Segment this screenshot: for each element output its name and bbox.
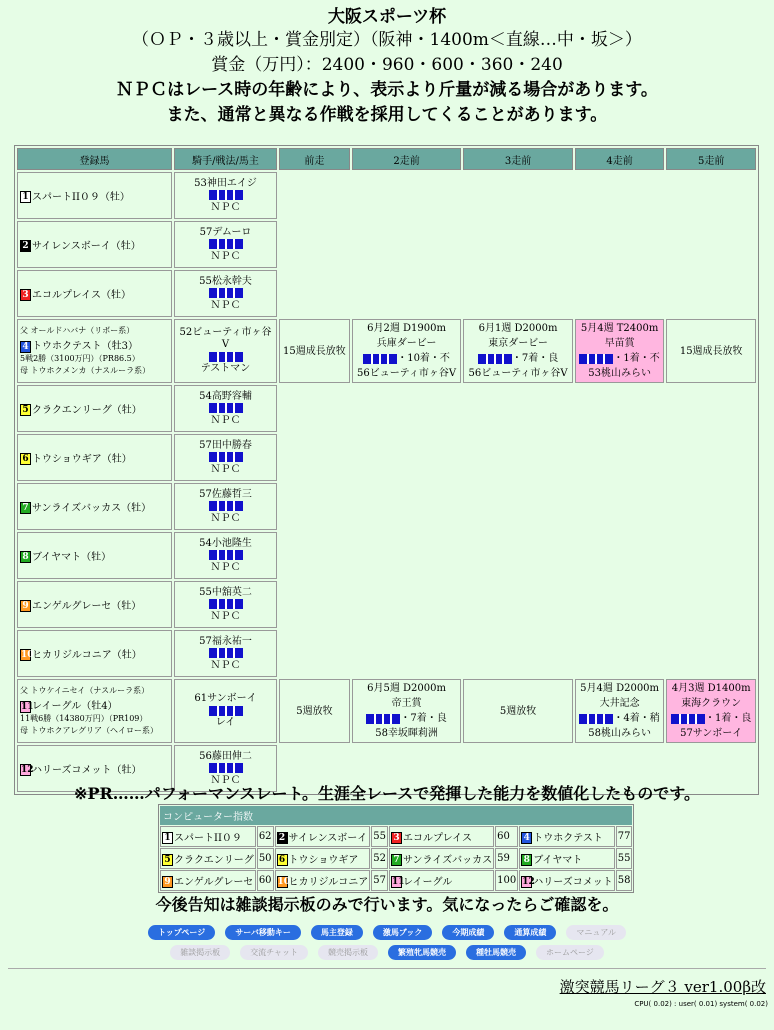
cpu-usage: CPU( 0.02) : user( 0.01) system( 0.02) bbox=[634, 1000, 768, 1008]
race-result-line bbox=[354, 711, 460, 726]
rest-text: 15週成長放牧 bbox=[283, 345, 346, 357]
horse-name-line bbox=[20, 646, 170, 662]
horse-cell bbox=[17, 434, 172, 481]
nav-button[interactable]: トップページ bbox=[148, 925, 215, 940]
entry-row bbox=[17, 221, 756, 268]
computer-index-value: 58 bbox=[616, 870, 633, 891]
horse-name-line bbox=[20, 597, 170, 613]
race-history-cell bbox=[279, 319, 350, 383]
strategy-bar-icon bbox=[209, 452, 243, 462]
horse-name-link[interactable]: サイレンスボーイ（牡） bbox=[32, 240, 141, 252]
sire-line: 父 オールドハバナ（リボー系） bbox=[20, 326, 135, 336]
no-history-cell bbox=[279, 581, 756, 628]
no-history-cell bbox=[279, 532, 756, 579]
pr-note: ※PR……パフォーマンスレート。生涯全レースで発揮した能力を数値化したものです。 bbox=[74, 784, 700, 803]
jockey-cell bbox=[174, 319, 277, 383]
jockey-cell bbox=[174, 385, 277, 432]
horse-name-link[interactable]: エンゲルグレーセ（牡） bbox=[32, 600, 142, 612]
horse-cell bbox=[17, 270, 172, 317]
computer-index-value: 52 bbox=[371, 848, 388, 869]
sire-line: 父 トウケイニセイ（ナスルーラ系） bbox=[20, 686, 150, 696]
horse-name-line bbox=[20, 761, 170, 777]
post-number-badge: 7 bbox=[20, 502, 31, 514]
nav-button[interactable]: 通算成績 bbox=[504, 925, 556, 940]
computer-index-horse-name: サイレンスボーイ bbox=[288, 832, 368, 844]
entry-row bbox=[17, 630, 756, 677]
computer-index-horse-name: エコルプレイス bbox=[403, 832, 473, 844]
race-result-line bbox=[577, 711, 663, 726]
horse-cell bbox=[17, 172, 172, 219]
race-result-line bbox=[668, 711, 754, 726]
computer-index-horse-name: トウショウギア bbox=[288, 854, 359, 866]
computer-index-horse-name: ブイヤマト bbox=[533, 854, 583, 866]
race-prize: 賞金（万円）：2400・960・600・360・240 bbox=[211, 55, 563, 75]
horse-name-link[interactable]: ブイヤマト（牡） bbox=[32, 551, 112, 563]
nav-button[interactable]: サーバ移動キー bbox=[225, 925, 301, 940]
entry-row bbox=[17, 319, 756, 383]
race-date-distance: 5月4週 T2400m bbox=[580, 323, 659, 334]
horse-cell bbox=[17, 532, 172, 579]
race-result-line bbox=[354, 351, 460, 366]
race-history-cell bbox=[575, 679, 665, 743]
entry-row bbox=[17, 483, 756, 530]
jockey-cell bbox=[174, 679, 277, 743]
race-date-distance: 6月1週 D2000m bbox=[478, 323, 558, 334]
post-number-badge: 10 bbox=[21, 650, 34, 661]
strategy-line bbox=[176, 452, 275, 464]
jockey-cell bbox=[174, 630, 277, 677]
nav-buttons-row1 bbox=[0, 920, 774, 940]
horse-cell bbox=[17, 385, 172, 432]
nav-button[interactable]: 雑談掲示板 bbox=[170, 945, 230, 960]
post-number-badge: 10 bbox=[277, 877, 291, 888]
race-history-cell bbox=[666, 319, 756, 383]
computer-index-row bbox=[160, 870, 632, 891]
weight-jockey: 57デムーロ bbox=[199, 226, 252, 238]
race-result: ・1着・不 bbox=[613, 353, 660, 364]
race-history-cell bbox=[352, 679, 462, 743]
computer-index-value: 57 bbox=[371, 870, 388, 891]
post-number-badge: 9 bbox=[20, 600, 31, 612]
horse-name-link[interactable]: トウショウギア（牡） bbox=[32, 453, 132, 465]
strategy-bar-icon bbox=[209, 550, 243, 560]
computer-index-value: 60 bbox=[495, 826, 518, 847]
nav-button[interactable]: 馬主登録 bbox=[311, 925, 363, 940]
strategy-bar-icon bbox=[209, 648, 243, 658]
strategy-bar-icon bbox=[209, 501, 243, 511]
computer-index-horse bbox=[519, 870, 615, 891]
no-history-cell bbox=[279, 630, 756, 677]
rest-text: 15週成長放牧 bbox=[679, 345, 743, 357]
post-number-badge: 4 bbox=[521, 832, 532, 844]
column-header: 前走 bbox=[279, 148, 350, 170]
owner: ＮＰＣ bbox=[210, 774, 241, 786]
horse-name-line bbox=[20, 188, 170, 204]
horse-name-line bbox=[20, 237, 170, 253]
nav-button[interactable]: 競売掲示板 bbox=[318, 945, 378, 960]
race-jockey: 53桃山みらい bbox=[588, 368, 651, 379]
strategy-bar-icon bbox=[209, 763, 243, 773]
post-number-badge: 3 bbox=[20, 289, 31, 301]
entry-row bbox=[17, 385, 756, 432]
computer-index-horse-name: クラクエンリーグ bbox=[174, 854, 254, 866]
strategy-line bbox=[176, 403, 275, 415]
no-history-cell bbox=[279, 385, 756, 432]
version-link[interactable]: 激突競馬リーグ３ ver1.00β改 bbox=[559, 978, 766, 996]
strategy-note: また、通常と異なる作戦を採用してくることがあります。 bbox=[166, 105, 608, 125]
weight-jockey: 53神田エイジ bbox=[194, 177, 257, 189]
horse-name-link[interactable]: トウホクテスト（牡3） bbox=[32, 341, 138, 353]
strategy-bar-icon bbox=[209, 190, 243, 200]
entry-table-header bbox=[17, 148, 756, 170]
computer-index-title: コンピューター指数 bbox=[160, 806, 632, 825]
weight-jockey: 55中舘英二 bbox=[199, 586, 252, 598]
owner: ＮＰＣ bbox=[210, 512, 241, 524]
horse-cell bbox=[17, 483, 172, 530]
post-number-badge: 5 bbox=[162, 854, 173, 866]
weight-jockey: 57田中勝春 bbox=[199, 439, 252, 451]
computer-index-horse bbox=[275, 848, 371, 869]
race-name: 帝王賞 bbox=[391, 698, 422, 709]
strategy-line bbox=[176, 705, 275, 717]
race-conditions: （ＯＰ・３歳以上・賞金別定）（阪神・1400m＜直線…中・坂＞） bbox=[132, 30, 642, 50]
post-number-badge: 6 bbox=[20, 453, 31, 465]
horse-name-link[interactable]: ハリーズコメット（牡） bbox=[32, 764, 142, 776]
weight-jockey: 55松永幹夫 bbox=[199, 275, 252, 287]
jockey-cell bbox=[174, 221, 277, 268]
race-result: ・4着・稍 bbox=[613, 713, 660, 724]
rest-text: 5週放牧 bbox=[499, 705, 537, 717]
computer-index-horse-name: ハリーズコメット bbox=[533, 876, 613, 888]
strategy-bar-icon bbox=[579, 354, 613, 364]
horse-record: 5戦2勝（3100万円）（PR86.5） bbox=[20, 353, 140, 363]
strategy-line bbox=[176, 648, 275, 660]
race-name: 東海クラウン bbox=[681, 698, 742, 709]
horse-name-line bbox=[20, 401, 170, 417]
horse-name-line bbox=[20, 337, 170, 353]
horse-name-line bbox=[20, 548, 170, 564]
owner: ＮＰＣ bbox=[210, 201, 241, 213]
race-jockey: 56ビューティ市ヶ谷V bbox=[357, 368, 457, 379]
post-number-badge: 3 bbox=[391, 832, 402, 844]
strategy-line bbox=[176, 239, 275, 251]
column-header: 3走前 bbox=[463, 148, 573, 170]
race-result-line bbox=[577, 351, 663, 366]
footer-divider bbox=[8, 968, 766, 969]
computer-index-horse-name: スパートII０９ bbox=[174, 832, 242, 844]
post-number-badge: 8 bbox=[521, 854, 532, 866]
horse-cell bbox=[17, 319, 172, 383]
weight-jockey: 57福永祐一 bbox=[199, 635, 252, 647]
computer-index-value: 77 bbox=[616, 826, 633, 847]
page-header bbox=[0, 6, 774, 128]
strategy-bar-icon bbox=[209, 706, 243, 716]
horse-record: 11戦6勝（14380万円）（PR109） bbox=[20, 713, 148, 723]
computer-index-horse bbox=[389, 848, 494, 869]
entry-row bbox=[17, 270, 756, 317]
column-header: 2走前 bbox=[352, 148, 462, 170]
post-number-badge: 5 bbox=[20, 404, 31, 416]
computer-index-value: 60 bbox=[257, 870, 274, 891]
weight-jockey: 54小池隆生 bbox=[199, 537, 252, 549]
nav-buttons-row2 bbox=[0, 940, 774, 960]
jockey-cell bbox=[174, 532, 277, 579]
post-number-badge: 12 bbox=[21, 765, 34, 776]
computer-index-horse bbox=[389, 826, 494, 847]
dam-line: 母 トウホクアレグリア（ヘイロー系） bbox=[20, 725, 159, 735]
column-header: 4走前 bbox=[575, 148, 665, 170]
nav-button[interactable]: 激馬ブック bbox=[373, 925, 432, 940]
jockey-cell bbox=[174, 581, 277, 628]
horse-name-link[interactable]: クラクエンリーグ（牡） bbox=[32, 404, 142, 416]
horse-cell bbox=[17, 221, 172, 268]
horse-name-line bbox=[20, 697, 170, 713]
race-result: ・10着・不 bbox=[397, 353, 450, 364]
race-history-cell bbox=[575, 319, 665, 383]
race-result: ・7着・良 bbox=[511, 353, 559, 364]
owner: ＮＰＣ bbox=[210, 299, 241, 311]
no-history-cell bbox=[279, 221, 756, 268]
computer-index-horse bbox=[160, 870, 256, 891]
weight-jockey: 57佐藤哲三 bbox=[199, 488, 252, 500]
strategy-bar-icon bbox=[209, 403, 243, 413]
computer-index-horse bbox=[389, 870, 494, 891]
post-number-badge: 2 bbox=[20, 240, 31, 252]
horse-name-line bbox=[20, 499, 170, 515]
race-name: 早苗賞 bbox=[604, 338, 635, 349]
race-history-cell bbox=[463, 319, 573, 383]
race-jockey: 57サンボーイ bbox=[680, 728, 743, 739]
post-number-badge: 9 bbox=[162, 876, 173, 888]
post-number-badge: 2 bbox=[277, 832, 288, 844]
race-date-distance: 6月5週 D2000m bbox=[367, 683, 446, 694]
race-date-distance: 4月3週 D1400m bbox=[671, 683, 751, 694]
entry-row bbox=[17, 434, 756, 481]
computer-index-row bbox=[160, 826, 632, 847]
horse-name-link[interactable]: スパートII０９（牡） bbox=[32, 191, 130, 203]
computer-index-horse bbox=[519, 848, 615, 869]
horse-name-line bbox=[20, 286, 170, 302]
npc-note: ＮＰＣはレース時の年齢により、表示より斤量が減る場合があります。 bbox=[116, 80, 658, 100]
race-name: 東京ダービー bbox=[488, 338, 548, 349]
horse-cell bbox=[17, 679, 172, 743]
strategy-bar-icon bbox=[209, 352, 243, 362]
computer-index-horse-name: ヒカリジルコニア bbox=[288, 876, 369, 888]
race-name: 大井記念 bbox=[599, 698, 640, 709]
post-number-badge: 7 bbox=[391, 854, 402, 866]
computer-index-value: 55 bbox=[616, 848, 633, 869]
strategy-bar-icon bbox=[478, 354, 512, 364]
computer-index-value: 55 bbox=[371, 826, 388, 847]
strategy-line bbox=[176, 190, 275, 202]
computer-index-horse-name: レイーグル bbox=[403, 876, 453, 888]
horse-name-link[interactable]: エコルプレイス（牡） bbox=[32, 289, 131, 301]
weight-jockey: 61サンボーイ bbox=[194, 693, 257, 704]
jockey-cell bbox=[174, 483, 277, 530]
computer-index-horse bbox=[160, 826, 256, 847]
computer-index-horse bbox=[275, 826, 371, 847]
strategy-line bbox=[176, 501, 275, 513]
race-date-distance: 6月2週 D1900m bbox=[367, 323, 446, 334]
no-history-cell bbox=[279, 172, 756, 219]
computer-index-horse-name: サンライズバッカス bbox=[403, 854, 493, 866]
computer-index-table bbox=[158, 804, 634, 893]
horse-cell bbox=[17, 630, 172, 677]
computer-index-horse-name: エンゲルグレーセ bbox=[174, 876, 254, 888]
entry-row bbox=[17, 532, 756, 579]
weight-jockey: 56藤田伸二 bbox=[199, 750, 252, 762]
entry-row bbox=[17, 581, 756, 628]
entry-table bbox=[14, 145, 759, 795]
jockey-cell bbox=[174, 270, 277, 317]
strategy-line bbox=[176, 351, 275, 363]
computer-index-value: 59 bbox=[495, 848, 518, 869]
strategy-line bbox=[176, 763, 275, 775]
race-history-cell bbox=[279, 679, 350, 743]
strategy-bar-icon bbox=[579, 714, 613, 724]
computer-index-horse bbox=[519, 826, 615, 847]
strategy-bar-icon bbox=[209, 239, 243, 249]
race-date-distance: 5月4週 D2000m bbox=[580, 683, 660, 694]
strategy-bar-icon bbox=[671, 714, 705, 724]
horse-name-line bbox=[20, 450, 170, 466]
rest-text: 5週放牧 bbox=[296, 705, 333, 717]
race-name: 兵庫ダービー bbox=[376, 338, 437, 349]
horse-name-link[interactable]: レイーグル（牡4） bbox=[32, 701, 118, 713]
post-number-badge: 1 bbox=[20, 191, 31, 203]
post-number-badge: 11 bbox=[392, 877, 405, 888]
owner: ＮＰＣ bbox=[210, 463, 241, 475]
computer-index-value: 62 bbox=[257, 826, 274, 847]
computer-index-row bbox=[160, 848, 632, 869]
race-history-cell bbox=[463, 679, 573, 743]
strategy-bar-icon bbox=[209, 288, 243, 298]
nav-button[interactable]: 今期成績 bbox=[442, 925, 494, 940]
post-number-badge: 1 bbox=[162, 832, 173, 844]
computer-index-horse bbox=[275, 870, 371, 891]
no-history-cell bbox=[279, 270, 756, 317]
jockey-cell bbox=[174, 434, 277, 481]
weight-jockey: 52ビューティ市ヶ谷V bbox=[179, 327, 272, 350]
owner: テストマン bbox=[200, 363, 251, 374]
nav-button[interactable]: マニュアル bbox=[566, 925, 626, 940]
nav-button[interactable]: 交流チャット bbox=[240, 945, 308, 960]
owner: ＮＰＣ bbox=[210, 250, 241, 262]
no-history-cell bbox=[279, 483, 756, 530]
nav-button[interactable]: ホームページ bbox=[536, 945, 604, 960]
race-history-cell bbox=[666, 679, 756, 743]
computer-index-value: 50 bbox=[257, 848, 274, 869]
strategy-line bbox=[176, 288, 275, 300]
strategy-line bbox=[176, 550, 275, 562]
jockey-cell bbox=[174, 172, 277, 219]
post-number-badge: 4 bbox=[20, 341, 31, 353]
entry-row bbox=[17, 679, 756, 743]
horse-cell bbox=[17, 581, 172, 628]
post-number-badge: 11 bbox=[21, 701, 34, 712]
strategy-bar-icon bbox=[363, 354, 397, 364]
race-jockey: 58幸坂暉莉洲 bbox=[375, 728, 438, 739]
race-result-line bbox=[465, 351, 571, 366]
column-header: 登録馬 bbox=[17, 148, 172, 170]
computer-index-horse bbox=[160, 848, 256, 869]
strategy-bar-icon bbox=[209, 599, 243, 609]
nav-button[interactable]: 種牡馬競売 bbox=[466, 945, 526, 960]
race-jockey: 58桃山みらい bbox=[588, 728, 651, 739]
nav-button[interactable]: 繁殖牝馬競売 bbox=[388, 945, 456, 960]
race-result: ・1着・良 bbox=[705, 713, 752, 724]
dam-line: 母 トウホクメンカ（ナスルーラ系） bbox=[20, 365, 151, 375]
owner: ＮＰＣ bbox=[210, 610, 241, 622]
race-history-cell bbox=[352, 319, 462, 383]
computer-index-value: 100 bbox=[495, 870, 518, 891]
post-number-badge: 6 bbox=[277, 854, 288, 866]
column-header: 騎手/戦法/馬主 bbox=[174, 148, 277, 170]
strategy-bar-icon bbox=[366, 714, 400, 724]
race-title: 大阪スポーツ杯 bbox=[327, 7, 447, 27]
post-number-badge: 8 bbox=[20, 551, 31, 563]
race-jockey: 56ビューティ市ヶ谷V bbox=[468, 368, 568, 379]
no-history-cell bbox=[279, 434, 756, 481]
owner: レイ bbox=[215, 717, 236, 728]
entry-row bbox=[17, 172, 756, 219]
horse-name-link[interactable]: サンライズバッカス（牡） bbox=[32, 502, 152, 514]
weight-jockey: 54高野容輔 bbox=[199, 390, 252, 402]
owner: ＮＰＣ bbox=[210, 659, 241, 671]
strategy-line bbox=[176, 599, 275, 611]
race-result: ・7着・良 bbox=[400, 713, 447, 724]
horse-name-link[interactable]: ヒカリジルコニア（牡） bbox=[32, 649, 142, 661]
notice-text: 今後告知は雑談掲示板のみで行います。気になったらご確認を。 bbox=[155, 895, 619, 914]
column-header: 5走前 bbox=[666, 148, 756, 170]
computer-index-horse-name: トウホクテスト bbox=[533, 832, 603, 844]
owner: ＮＰＣ bbox=[210, 561, 241, 573]
post-number-badge: 12 bbox=[522, 877, 535, 888]
owner: ＮＰＣ bbox=[210, 414, 241, 426]
